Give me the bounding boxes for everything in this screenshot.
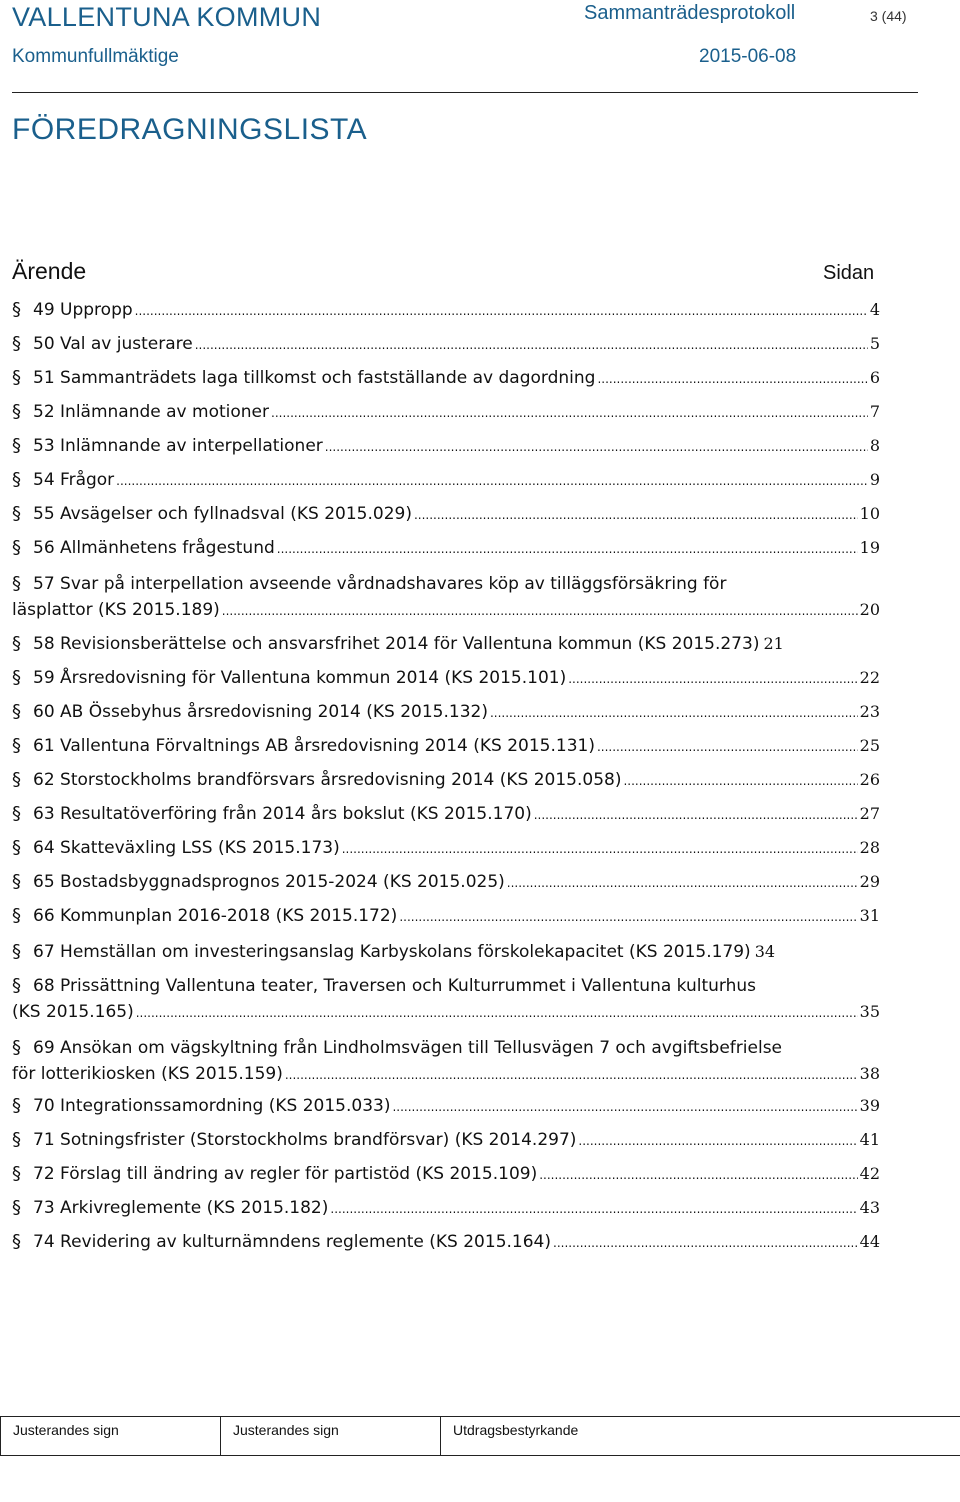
agenda-item-title: 49 Uppropp xyxy=(33,300,133,320)
agenda-item xyxy=(12,633,880,655)
agenda-item-title: 66 Kommunplan 2016-2018 (KS 2015.172) xyxy=(33,906,398,926)
agenda-item-title: 67 Hemställan om investeringsanslag Karbyskolans förskolekapacitet (KS 2015.179) xyxy=(33,942,751,962)
agenda-item-page: 41 xyxy=(859,1130,880,1149)
section-icon: § xyxy=(12,1037,21,1058)
column-heading-page: Sidan xyxy=(823,262,875,284)
agenda-item-page: 20 xyxy=(859,600,880,619)
agenda-item-title: 61 Vallentuna Förvaltnings AB årsredovisning 2014 (KS 2015.131) xyxy=(33,736,595,756)
agenda-item-page: 44 xyxy=(859,1232,880,1251)
section-icon: § xyxy=(12,803,21,824)
dot-leader xyxy=(597,735,858,758)
agenda-item xyxy=(12,1231,880,1254)
agenda-item xyxy=(12,701,880,724)
agenda-item xyxy=(12,769,880,792)
agenda-item xyxy=(12,503,880,526)
agenda-item xyxy=(12,667,880,690)
section-icon: § xyxy=(12,333,21,354)
extract-certification-box xyxy=(440,1416,960,1456)
agenda-item-page: 6 xyxy=(869,368,880,387)
dot-leader xyxy=(195,333,868,356)
dot-leader xyxy=(578,1129,857,1152)
agenda-item-page: 31 xyxy=(859,906,880,925)
section-icon: § xyxy=(12,1129,21,1150)
agenda-item xyxy=(12,469,880,492)
section-icon: § xyxy=(12,367,21,388)
agenda-item-title: 68 Prissättning Vallentuna teater, Traversen och Kulturrummet i Vallentuna kulturhus xyxy=(33,976,757,996)
section-icon: § xyxy=(12,573,21,594)
section-icon: § xyxy=(12,871,21,892)
section-icon: § xyxy=(12,941,21,962)
agenda-item-page: 27 xyxy=(859,804,880,823)
agenda-item-title: 70 Integrationssamordning (KS 2015.033) xyxy=(33,1096,391,1116)
dot-leader xyxy=(414,503,858,526)
agenda-item-page: 10 xyxy=(859,504,880,523)
section-icon: § xyxy=(12,633,21,654)
agenda-item-title: 64 Skatteväxling LSS (KS 2015.173) xyxy=(33,838,340,858)
section-icon: § xyxy=(12,503,21,524)
page-title: FÖREDRAGNINGSLISTA xyxy=(12,113,368,146)
dot-leader xyxy=(507,871,858,894)
agenda-item-title-continued: läsplattor (KS 2015.189) xyxy=(12,600,220,620)
agenda-item-title: 53 Inlämnande av interpellationer xyxy=(33,436,323,456)
agenda-item-page: 21 xyxy=(763,634,784,653)
agenda-item-page: 26 xyxy=(859,770,880,789)
dot-leader xyxy=(285,1063,858,1086)
agenda-item xyxy=(12,367,880,390)
agenda-item xyxy=(12,573,880,622)
agenda-item-page: 38 xyxy=(859,1064,880,1083)
agenda-item-title-continued: för lotterikiosken (KS 2015.159) xyxy=(12,1064,283,1084)
agenda-item-title: 71 Sotningsfrister (Storstockholms brandförsvar) (KS 2014.297) xyxy=(33,1130,577,1150)
signature-label-1: Justerandes sign xyxy=(13,1422,119,1438)
agenda-item xyxy=(12,1037,880,1086)
agenda-item xyxy=(12,435,880,458)
agenda-item xyxy=(12,941,880,963)
dot-leader xyxy=(135,299,868,322)
dot-leader xyxy=(597,367,867,390)
page-header xyxy=(12,0,918,93)
section-icon: § xyxy=(12,469,21,490)
dot-leader xyxy=(623,769,857,792)
agenda-item-title-continued: (KS 2015.165) xyxy=(12,1002,134,1022)
assembly-name: Kommunfullmäktige xyxy=(12,46,179,67)
agenda-item xyxy=(12,1129,880,1152)
agenda-item-page: 28 xyxy=(859,838,880,857)
section-icon: § xyxy=(12,435,21,456)
dot-leader xyxy=(325,435,868,458)
section-icon: § xyxy=(12,1163,21,1184)
section-icon: § xyxy=(12,537,21,558)
agenda-item xyxy=(12,1095,880,1118)
agenda-item-title: 54 Frågor xyxy=(33,470,115,490)
agenda-item-page: 7 xyxy=(869,402,880,421)
section-icon: § xyxy=(12,299,21,320)
section-icon: § xyxy=(12,401,21,422)
agenda-item-title: 60 AB Össebyhus årsredovisning 2014 (KS 2015.132) xyxy=(33,702,488,722)
page-number: 3 (44) xyxy=(870,8,907,24)
agenda-item xyxy=(12,401,880,424)
agenda-item xyxy=(12,333,880,356)
section-icon: § xyxy=(12,1095,21,1116)
agenda-item-title: 56 Allmänhetens frågestund xyxy=(33,538,275,558)
agenda-item-title: 65 Bostadsbyggnadsprognos 2015-2024 (KS 2015.025) xyxy=(33,872,505,892)
agenda-item-page: 39 xyxy=(859,1096,880,1115)
extract-certification-label: Utdragsbestyrkande xyxy=(453,1422,579,1438)
agenda-item xyxy=(12,1197,880,1220)
agenda-item-title: 63 Resultatöverföring från 2014 års bokslut (KS 2015.170) xyxy=(33,804,532,824)
agenda-item xyxy=(12,837,880,860)
dot-leader xyxy=(271,401,868,424)
agenda-item-title: 74 Revidering av kulturnämndens reglemente (KS 2015.164) xyxy=(33,1232,551,1252)
agenda-item-title: 62 Storstockholms brandförsvars årsredovisning 2014 (KS 2015.058) xyxy=(33,770,622,790)
agenda-item-page: 22 xyxy=(859,668,880,687)
agenda-item-page: 43 xyxy=(859,1198,880,1217)
agenda-item-title: 69 Ansökan om vägskyltning från Lindholmsvägen till Tellusvägen 7 och avgiftsbefrielse xyxy=(33,1038,783,1058)
agenda-item-title: 50 Val av justerare xyxy=(33,334,193,354)
section-icon: § xyxy=(12,975,21,996)
section-icon: § xyxy=(12,837,21,858)
dot-leader xyxy=(222,599,858,622)
agenda-item-title: 72 Förslag till ändring av regler för partistöd (KS 2015.109) xyxy=(33,1164,538,1184)
section-icon: § xyxy=(12,735,21,756)
dot-leader xyxy=(534,803,858,826)
agenda-item-title: 57 Svar på interpellation avseende vårdnadshavares köp av tilläggsförsäkring för xyxy=(33,574,727,594)
dot-leader xyxy=(342,837,858,860)
section-icon: § xyxy=(12,1197,21,1218)
agenda-item-page: 42 xyxy=(859,1164,880,1183)
dot-leader xyxy=(136,1001,858,1024)
signature-label-2: Justerandes sign xyxy=(233,1422,339,1438)
agenda-item-page: 25 xyxy=(859,736,880,755)
agenda-item-page: 34 xyxy=(754,942,776,961)
dot-leader xyxy=(490,701,858,724)
agenda-item-title: 73 Arkivreglemente (KS 2015.182) xyxy=(33,1198,329,1218)
dot-leader xyxy=(553,1231,858,1254)
agenda-item-title: 58 Revisionsberättelse och ansvarsfrihet 2014 för Vallentuna kommun (KS 2015.273) xyxy=(33,634,760,654)
agenda-item-page: 9 xyxy=(869,470,880,489)
section-icon: § xyxy=(12,701,21,722)
dot-leader xyxy=(277,537,858,560)
section-icon: § xyxy=(12,905,21,926)
dot-leader xyxy=(392,1095,857,1118)
agenda-item-page: 29 xyxy=(859,872,880,891)
agenda-item xyxy=(12,871,880,894)
agenda-item-title: 55 Avsägelser och fyllnadsval (KS 2015.029) xyxy=(33,504,412,524)
agenda-item-page: 4 xyxy=(869,300,880,319)
agenda-item xyxy=(12,1163,880,1186)
dot-leader xyxy=(539,1163,857,1186)
section-icon: § xyxy=(12,1231,21,1252)
agenda-item xyxy=(12,803,880,826)
agenda-item-page: 19 xyxy=(859,538,880,557)
agenda-item xyxy=(12,299,880,322)
agenda-item-page: 8 xyxy=(869,436,880,455)
agenda-item xyxy=(12,905,880,928)
meeting-date: 2015-06-08 xyxy=(699,46,797,67)
municipality-name: VALLENTUNA KOMMUN xyxy=(12,2,322,32)
agenda-item-title: 59 Årsredovisning för Vallentuna kommun 2014 (KS 2015.101) xyxy=(33,668,567,688)
signature-box-2 xyxy=(220,1416,441,1456)
signature-box-1 xyxy=(0,1416,221,1456)
dot-leader xyxy=(116,469,868,492)
agenda-item xyxy=(12,537,880,560)
agenda-item xyxy=(12,975,880,1024)
agenda-item-title: 51 Sammanträdets laga tillkomst och fastställande av dagordning xyxy=(33,368,596,388)
section-icon: § xyxy=(12,769,21,790)
agenda-item-page: 23 xyxy=(859,702,880,721)
document-type: Sammanträdesprotokoll xyxy=(584,2,796,24)
signature-footer xyxy=(0,1416,960,1456)
section-icon: § xyxy=(12,667,21,688)
dot-leader xyxy=(399,905,857,928)
agenda-item-title: 52 Inlämnande av motioner xyxy=(33,402,269,422)
column-heading-item: Ärende xyxy=(12,258,87,284)
agenda-item-page: 35 xyxy=(859,1002,880,1021)
dot-leader xyxy=(568,667,857,690)
dot-leader xyxy=(330,1197,857,1220)
agenda-item xyxy=(12,735,880,758)
agenda-item-page: 5 xyxy=(869,334,880,353)
